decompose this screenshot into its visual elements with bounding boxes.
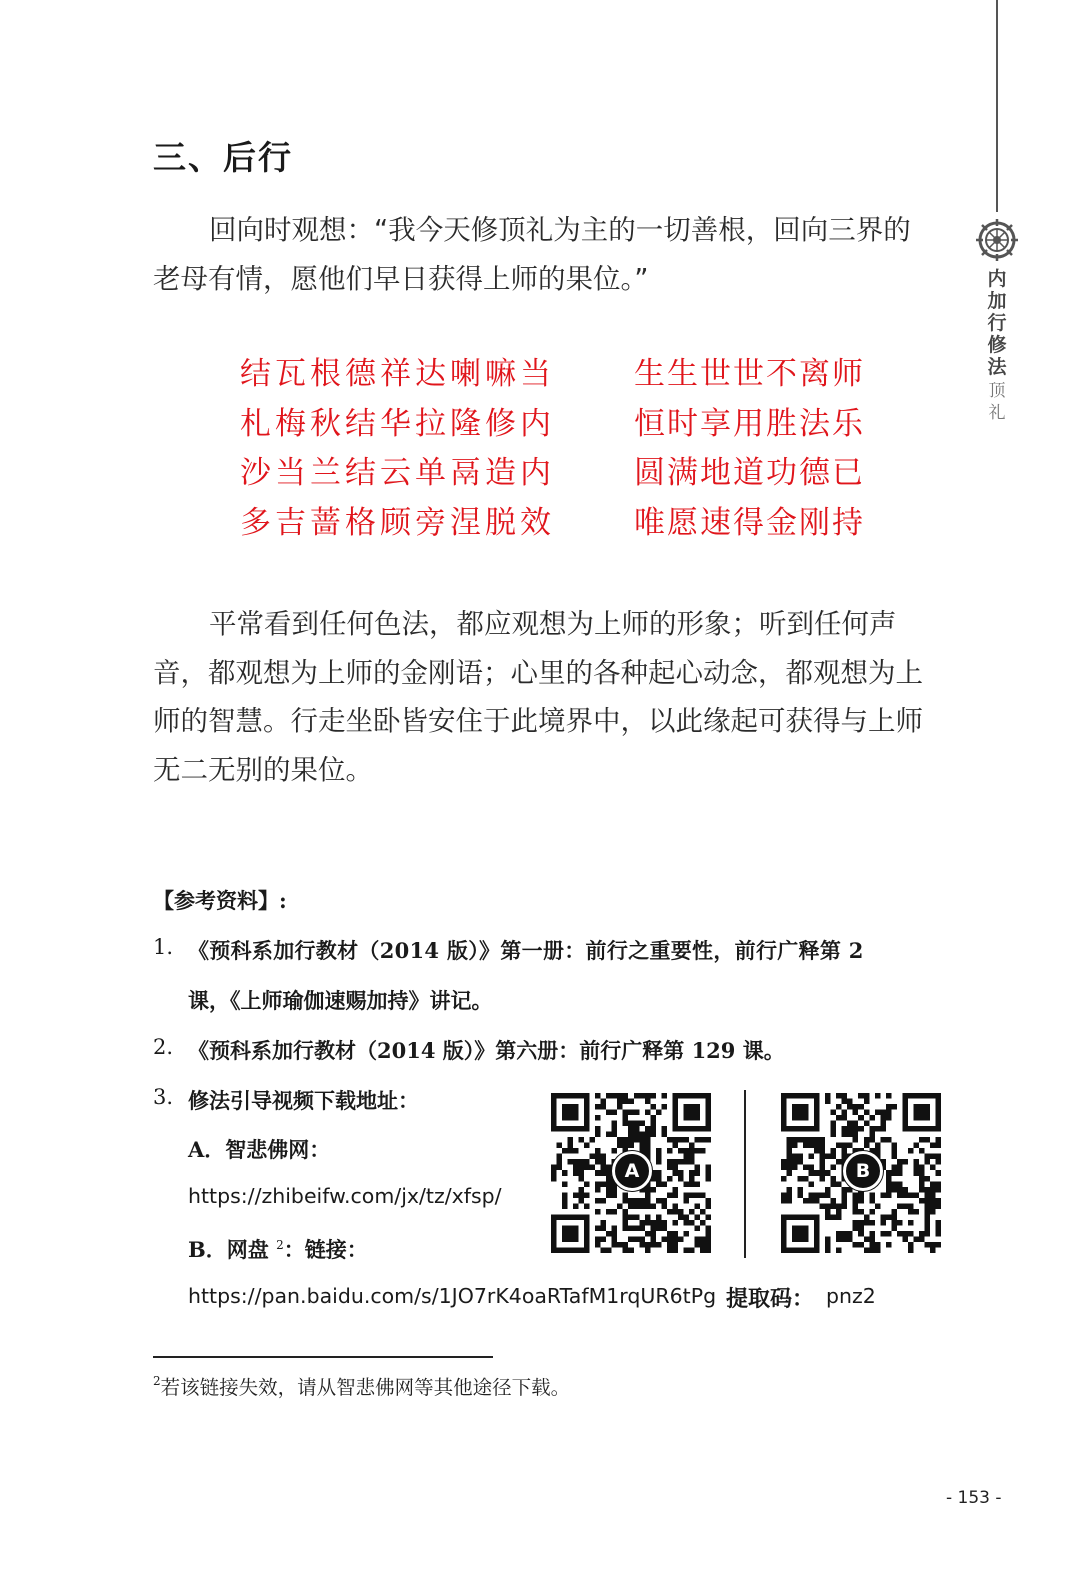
reference-item-2-number: 2. [153, 1035, 174, 1059]
footnote: $^2$若该链接失效，请从智悲佛网等其他途径下载。 [153, 1374, 571, 1399]
dharma-wheel-icon [975, 218, 1019, 262]
verse-transliteration [240, 350, 555, 548]
paragraph-practice: 平常看到任何色法，都应观想为上师的形象；听到任何声音，都观想为上师的金刚语；心里的各种起心动念，都观想为上师的智慧。行走坐卧皆安住于此境界中，以此缘起可获得与上师无二无别的果位。 [153, 608, 923, 786]
verse-line: 沙当兰结云单鬲造内 [240, 455, 555, 491]
site-a-label: A．智悲佛网： [188, 1137, 331, 1162]
verse-line: 唯愿速得金刚持 [634, 504, 865, 541]
qr-badge-b: B [843, 1151, 883, 1191]
side-tab-line [996, 0, 998, 212]
page-number: - 153 - [946, 1488, 1002, 1508]
references-heading: 【参考资料】: [153, 888, 287, 913]
verse-translation [634, 350, 865, 548]
reference-item-3: 修法引导视频下载地址： [188, 1088, 419, 1113]
reference-item-1-line2: 课，《上师瑜伽速赐加持》讲记。 [188, 988, 493, 1013]
footnote-ref: 2 [276, 1238, 284, 1252]
verse-line: 生生世世不离师 [634, 356, 865, 392]
verse-line: 恒时享用胜法乐 [634, 405, 865, 442]
verse-line: 札梅秋结华拉隆修内 [240, 405, 555, 442]
footnote-rule [153, 1356, 493, 1358]
verse-line: 圆满地道功德已 [634, 455, 865, 491]
paragraph-dedication: 回向时观想：“我今天修顶礼为主的一切善根，回向三界的老母有情，愿他们早日获得上师的果位。” [153, 214, 911, 295]
reference-item-1-number: 1. [153, 935, 174, 959]
reference-item-3-number: 3. [153, 1085, 174, 1109]
site-b-label: B．网盘 $^2$：链接： [188, 1237, 368, 1262]
verse-line: 多吉蔷格顾旁涅脱效 [240, 504, 555, 541]
reference-item-2: 《预科系加行教材（2014 版）》第六册：前行广释第 129 课。 [188, 1038, 785, 1063]
site-a-link[interactable]: https://zhibeifw.com/jx/tz/xfsp/ [188, 1184, 502, 1208]
verse-line: 结瓦根德祥达喇嘛当 [240, 356, 555, 392]
extraction-code-value: pnz2 [826, 1284, 876, 1308]
section-title: 三、后行 [153, 138, 293, 177]
reference-item-1-line1: 《预科系加行教材（2014 版）》第一册：前行之重要性，前行广释第 2 [188, 938, 864, 963]
side-tab-chapter: 内 加 行 修 法 [987, 268, 1007, 378]
site-b-link[interactable]: https://pan.baidu.com/s/1JO7rK4oaRTafM1rqUR6tPg [188, 1284, 717, 1308]
qr-badge-a: A [612, 1151, 652, 1191]
side-tab-section: 顶 礼 [988, 381, 1006, 423]
extraction-code-label: 提取码： [726, 1286, 815, 1312]
qr-divider [744, 1090, 746, 1258]
